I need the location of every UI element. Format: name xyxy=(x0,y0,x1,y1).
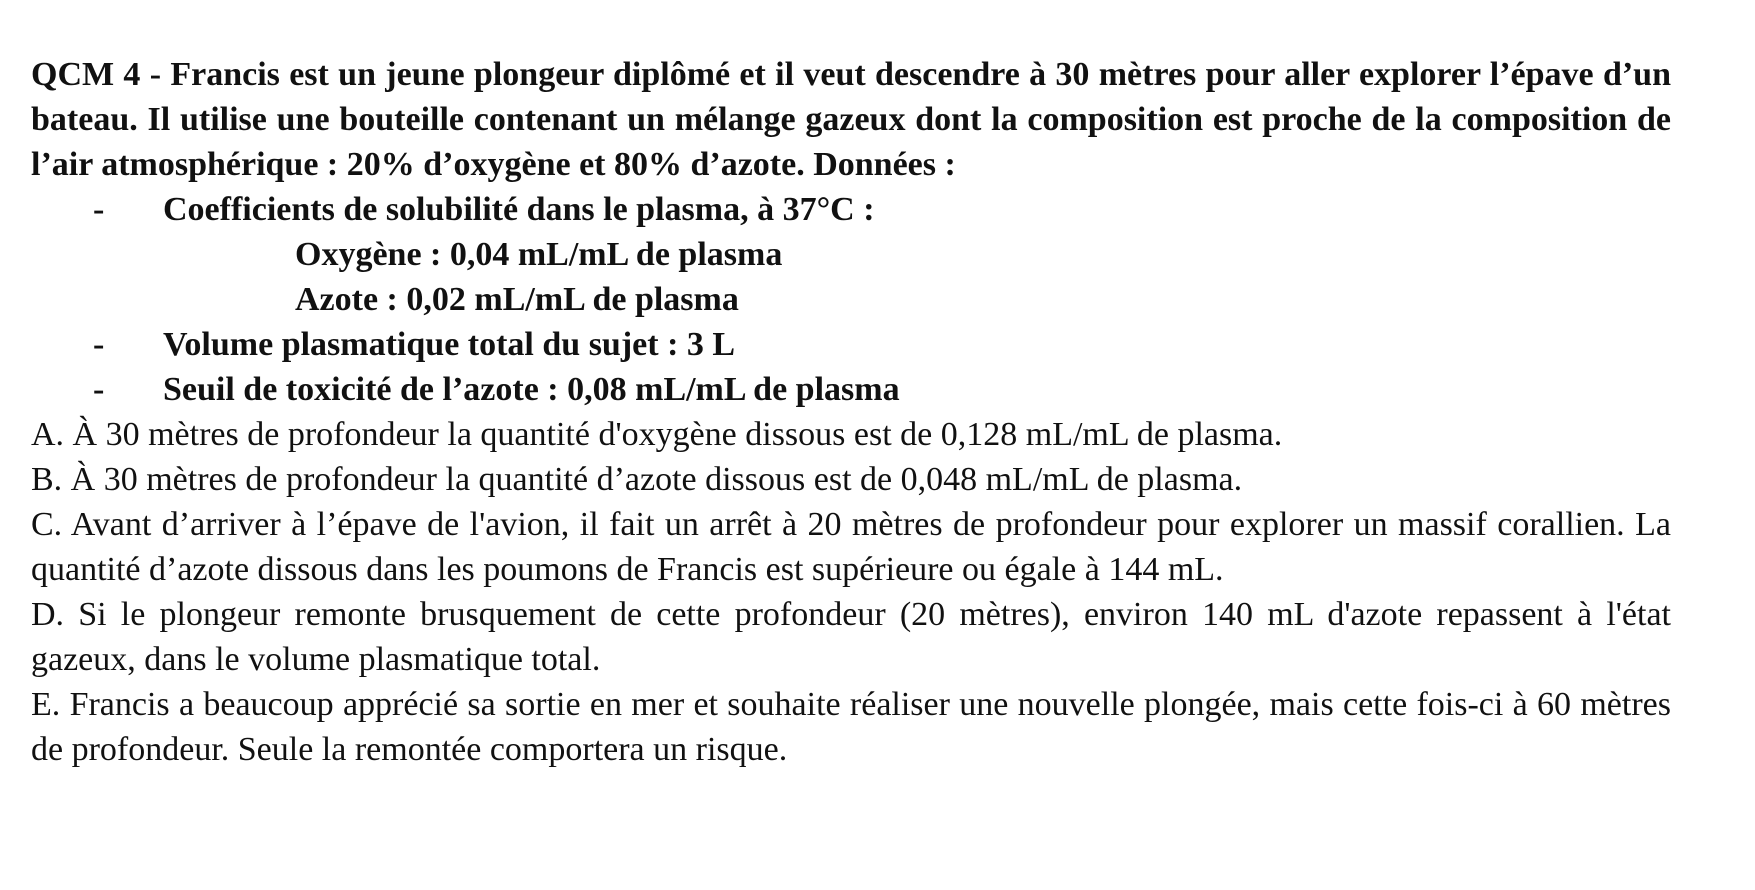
option-d: D. Si le plongeur remonte brusquement de cette profondeur (20 mètres), environ 140 mL d'azote repassent à l'état gazeux, dans le volume plasmatique total. xyxy=(31,596,1671,678)
toxicity-label: Seuil de toxicité de l’azote : 0,08 mL/mL de plasma xyxy=(163,371,900,408)
list-dash: - xyxy=(93,191,105,228)
data-item-solubility xyxy=(31,187,1671,322)
answer-options xyxy=(31,412,1671,772)
oxygen-coefficient: Oxygène : 0,04 mL/mL de plasma xyxy=(295,236,783,273)
solubility-label: Coefficients de solubilité dans le plasma, à 37°C : xyxy=(163,191,875,228)
question-intro: QCM 4 - Francis est un jeune plongeur diplômé et il veut descendre à 30 mètres pour aller explorer l’épave d’un bateau. Il utilise une bouteille contenant un mélange gazeux dont la composition est proche de la composition de l’air atmosphérique : 20% d’oxygène et 80% d’azote. Données : xyxy=(31,56,1671,183)
option-c: C. Avant d’arriver à l’épave de l'avion, il fait un arrêt à 20 mètres de profondeur pour explorer un massif corallien. La quantité d’azote dissous dans les poumons de Francis est supérieure ou égale à 144 mL. xyxy=(31,506,1671,588)
data-item-toxicity xyxy=(31,367,1671,412)
data-list xyxy=(31,187,1671,412)
plasma-volume-label: Volume plasmatique total du sujet : 3 L xyxy=(163,326,736,363)
solubility-sub-list xyxy=(163,232,1671,322)
question-block xyxy=(31,52,1671,772)
nitrogen-coefficient: Azote : 0,02 mL/mL de plasma xyxy=(295,281,739,318)
data-item-plasma-volume xyxy=(31,322,1671,367)
option-b: B. À 30 mètres de profondeur la quantité d’azote dissous est de 0,048 mL/mL de plasma. xyxy=(31,461,1243,498)
list-dash: - xyxy=(93,326,105,363)
option-e: E. Francis a beaucoup apprécié sa sortie en mer et souhaite réaliser une nouvelle plongée, mais cette fois-ci à 60 mètres de profondeur. Seule la remontée comportera un risque. xyxy=(31,686,1671,768)
list-dash: - xyxy=(93,371,105,408)
option-a: A. À 30 mètres de profondeur la quantité d'oxygène dissous est de 0,128 mL/mL de plasma. xyxy=(31,416,1283,453)
